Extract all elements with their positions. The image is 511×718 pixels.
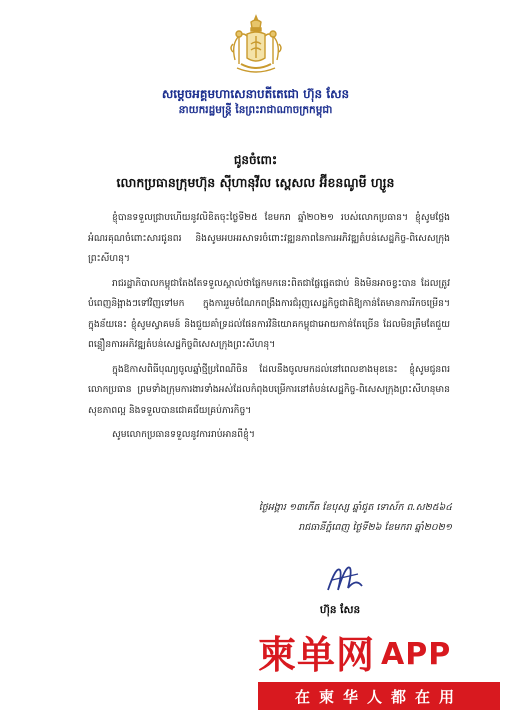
- watermark-tagline: 在柬华人都在用: [258, 682, 500, 710]
- signer-name: ហ៊ុន សែន: [319, 604, 361, 616]
- letter-body: [88, 208, 450, 450]
- watermark-app: APP: [381, 637, 452, 672]
- addressee-label: ជូនចំពោះ: [233, 153, 278, 167]
- body-paragraph: ខ្ញុំបានទទួលជ្រាបហើយនូវលិខិតចុះថ្ងៃទី២៥ ខែមករា ឆ្នាំ២០២១ របស់លោកប្រធាន។ ខ្ញុំសូមថ្លែងអំណរគុណចំពោះសារជូនពរ និងសូមអបអរសាទរចំពោះវឌ្ឍនភាពនៃការអភិវឌ្ឍតំបន់សេដ្ឋកិច្ច-ពិសេសក្រុងព្រះសីហនុ។: [88, 212, 450, 264]
- body-paragraph: ក្នុងឱកាសពិធីបុណ្យចូលឆ្នាំថ្មីប្រពៃណីចិន ដែលនឹងចូលមកដល់នៅពេលខាងមុខនេះ ខ្ញុំសូមជូនពរលោកប្រធាន ព្រមទាំងក្រុមការងារទាំងអស់ដែលកំពុងបម្រើការនៅតំបន់សេដ្ឋកិច្ច-ពិសេសក្រុងព្រះសីហនុមានសុខភាពល្អ និងទទួលបានជោគជ័យគ្រប់ភារកិច្ច។: [88, 363, 450, 416]
- watermark-logo: [258, 632, 506, 714]
- body-paragraph: រាជរដ្ឋាភិបាលកម្ពុជាតែងតែទទួលស្គាល់ថាផ្លែកមកនេះពិតជាផ្លែផ្លេតជាប់ និងមិនអាចខ្វះបាន ដែលត្រូវបំពេញនិង្អាងៗទៅវិញទៅមក ក្នុងការរួមចំណែកពង្រឹងការជំរុញសេដ្ឋកិច្ចជាតិឱ្យកាន់តែមានការរីកចម្រើន។ ក្នុងន័យនេះ ខ្ញុំសូមស្វាគមន៍ និងជួយគាំទ្រដល់ផែនការវិនិយោគកម្ពុជាអោយកាន់តែច្រើន ដែលមិនត្រឹមតែជួយពន្លឿនការអភិវឌ្ឍតំបន់សេដ្ឋកិច្ចពិសេសក្រុងព្រះសីហនុ។: [88, 277, 450, 350]
- gregorian-date: រាជធានីភ្នំពេញ ថ្ងៃទី២៦ ខែមករា ឆ្នាំ២០២១: [298, 522, 452, 533]
- body-paragraph: សូមលោកប្រធានទទួលនូវការរាប់អានពីខ្ញុំ។: [112, 429, 255, 440]
- letterhead-subtitle: នាយករដ្ឋមន្ត្រី នៃព្រះរាជាណាចក្រកម្ពុជា: [178, 104, 333, 116]
- letterhead-title: សម្តេចអគ្គមហាសេនាបតីតេជោ ហ៊ុន សែន: [161, 87, 350, 101]
- watermark-brand-row: [258, 632, 451, 678]
- handwritten-signature-icon: [322, 560, 366, 596]
- date-block: [200, 498, 452, 538]
- lunar-date: ថ្ងៃអង្គារ ១៣កើត ខែបុស្ស ឆ្នាំជូត ទោស័ក ព.ស២៥៦៤: [258, 502, 452, 513]
- addressee-name: លោកប្រធានក្រុមហ៊ុន ស៊ីហានុវីល ស្ពេសល អ៊ីខនណូមី ហ្សូន: [116, 175, 395, 190]
- royal-coat-of-arms-icon: [227, 14, 285, 78]
- watermark-brand: 柬单网: [258, 633, 376, 677]
